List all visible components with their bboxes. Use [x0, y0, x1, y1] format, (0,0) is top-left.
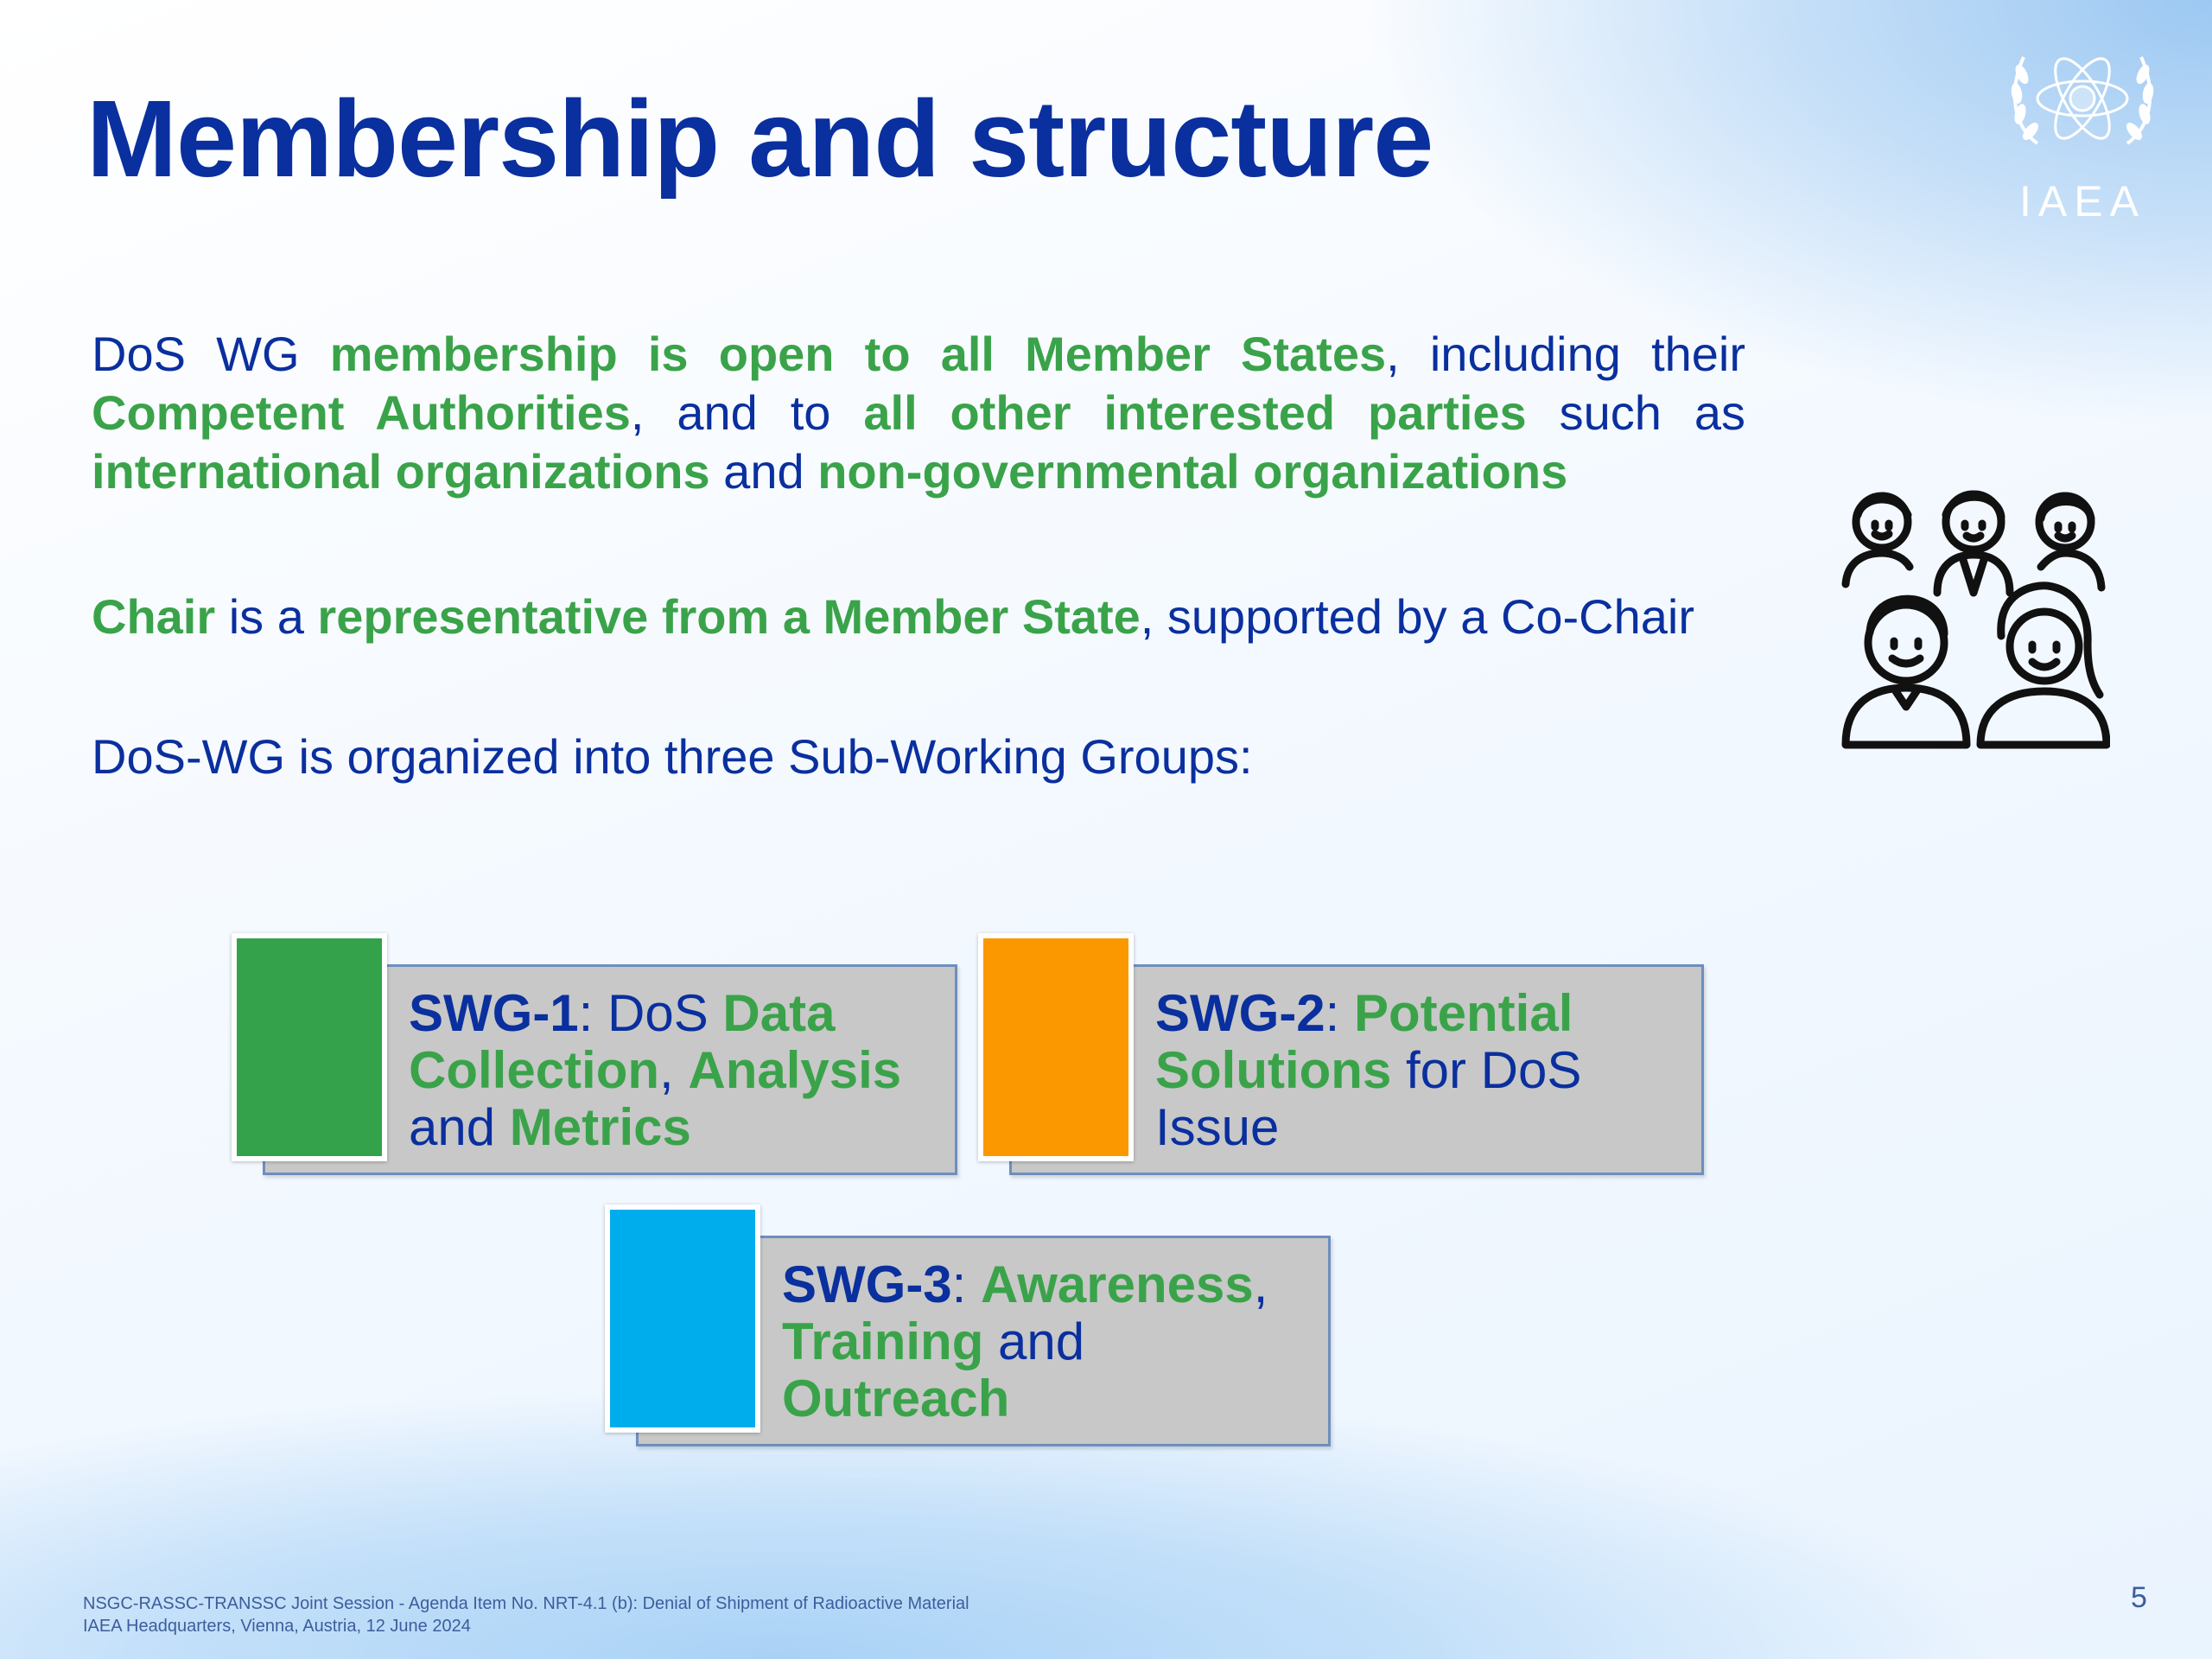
swg-3-text [782, 1256, 1318, 1427]
text-segment: , and to [630, 385, 864, 440]
text-segment: , including their [1386, 327, 1746, 381]
swg-number: SWG-3 [782, 1255, 952, 1313]
highlight-text: Training [782, 1313, 984, 1370]
highlight-text: Awareness [981, 1255, 1254, 1313]
footer-line-2: IAEA Headquarters, Vienna, Austria, 12 June 2024 [83, 1617, 471, 1636]
text-segment: , [659, 1041, 689, 1099]
text-segment: : DoS [578, 984, 723, 1042]
text-segment: and [709, 444, 818, 499]
iaea-logo [2005, 40, 2160, 230]
swg-1-card [232, 933, 966, 1175]
slide-footer [83, 1592, 969, 1637]
highlight-text: Data Collection [409, 984, 836, 1099]
iaea-emblem-icon [2005, 40, 2160, 169]
text-segment: : [951, 1255, 982, 1313]
highlight-text: international organizations [92, 444, 710, 499]
membership-paragraph [92, 325, 1745, 501]
swg-color-box [605, 1205, 760, 1433]
text-segment: , supported by a Co-Chair [1140, 589, 1694, 644]
text-segment: , [1253, 1255, 1268, 1313]
people-group-illustration [1837, 480, 2110, 753]
highlight-text: membership is open to all Member States [329, 327, 1387, 381]
swg-color-box [978, 933, 1134, 1161]
text-segment: : [1325, 984, 1355, 1042]
swg-2-text [1155, 985, 1691, 1156]
people-group-icon [1837, 480, 2110, 753]
text-segment: DoS WG [92, 327, 330, 381]
structure-paragraph: DoS-WG is organized into three Sub-Working Groups: [92, 729, 1253, 784]
chair-paragraph [92, 588, 1820, 646]
highlight-text: Metrics [509, 1098, 691, 1156]
swg-2-card [978, 933, 1713, 1175]
text-segment: and [409, 1098, 510, 1156]
page-number: 5 [2131, 1581, 2147, 1614]
text-segment: and [983, 1313, 1085, 1370]
swg-number: SWG-2 [1155, 984, 1325, 1042]
swg-3-card [605, 1205, 1339, 1446]
text-segment: is a [215, 589, 318, 644]
swg-1-text [409, 985, 944, 1156]
highlight-text: Potential Solutions [1155, 984, 1573, 1099]
highlight-text: non-governmental organizations [817, 444, 1568, 499]
highlight-text: Outreach [782, 1370, 1010, 1427]
text-segment: such as [1526, 385, 1746, 440]
slide-title: Membership and structure [86, 78, 1433, 200]
highlight-text: Competent Authorities [92, 385, 631, 440]
highlight-text: all other interested parties [863, 385, 1527, 440]
swg-number: SWG-1 [409, 984, 579, 1042]
highlight-text: Analysis [688, 1041, 902, 1099]
highlight-text: Chair [92, 589, 216, 644]
logo-text: IAEA [2019, 177, 2145, 226]
highlight-text: representative from a Member State [317, 589, 1141, 644]
swg-color-box [232, 933, 387, 1161]
text-segment: for DoS Issue [1155, 1041, 1582, 1156]
footer-line-1: NSGC-RASSC-TRANSSC Joint Session - Agenda Item No. NRT-4.1 (b): Denial of Shipment of Radioactive Material [83, 1594, 969, 1613]
